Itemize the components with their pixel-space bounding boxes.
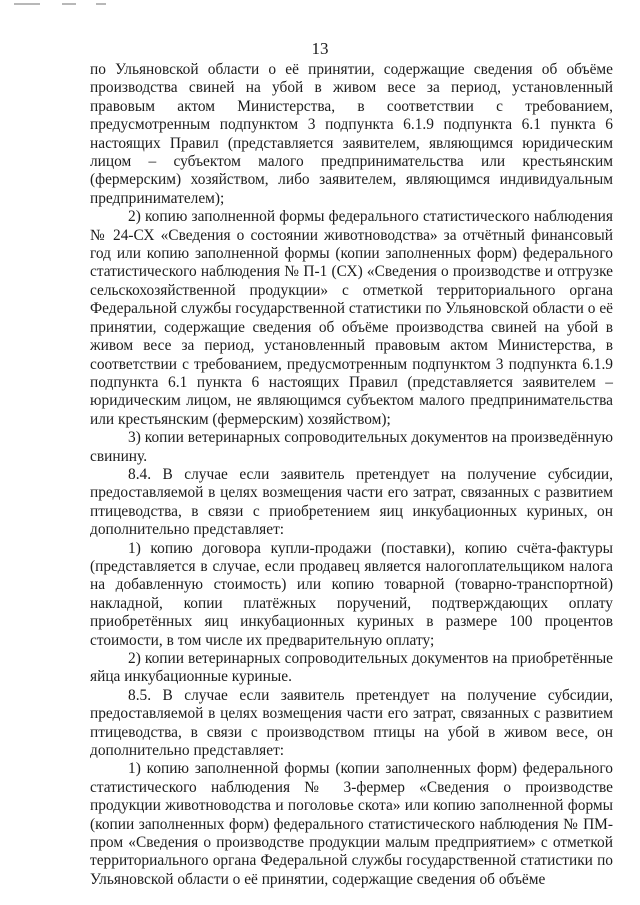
paragraph-8-5-item-1: 1) копию заполненной формы (копии заполненных форм) федерального статистического наблюдения № 3-фермер «Сведения о производстве продукции животноводства и поголовье скота» или копию заполненной формы (копии заполненных форм) федерального статистического наблюдения № ПМ-пром «Сведения о производстве продукции малым предприятием» с отметкой территориального органа Федеральной службы государственной статистики по Ульяновской области о её принятии, содержащие сведения об объёме <box>90 760 613 888</box>
paragraph-item-3: 3) копии ветеринарных сопроводительных документов на произведённую свинину. <box>90 429 613 465</box>
page-number: 13 <box>311 39 329 58</box>
paragraph-section-8-4: 8.4. В случае если заявитель претендует на получение субсидии, предоставляемой в целях возмещения части его затрат, связанных с развитием птицеводства, в связи с приобретением яиц инкубационных куриных, он дополнительно представляет: <box>90 465 613 539</box>
scan-artifact <box>14 3 40 5</box>
paragraph-continuation: по Ульяновской области о её принятии, содержащие сведения об объёме производства свиней на убой в живом весе за период, установленный правовым актом Министерства, в соответствии с требованием, предусмотренным подпунктом 3 подпункта 6.1.9 подпункта 6.1 пункта 6 настоящих Правил (представляется заявителем, являющимся юридическим лицом – субъектом малого предпринимательства или крестьянским (фермерским) хозяйством, либо заявителем, являющимся индивидуальным предпринимателем); <box>90 61 613 207</box>
scan-artifact <box>62 3 76 5</box>
scan-artifact <box>96 3 106 5</box>
paragraph-8-4-item-2: 2) копии ветеринарных сопроводительных документов на приобретённые яйца инкубационные куриные. <box>90 650 613 686</box>
paragraph-item-2: 2) копию заполненной формы федерального статистического наблюдения № 24-СХ «Сведения о состоянии животноводства» за отчётный финансовый год или копию заполненной формы (копии заполненных форм) федерального статистического наблюдения № П-1 (СХ) «Сведения о производстве и отгрузке сельскохозяйственной продукции» с отметкой территориального органа Федеральной службы государственной статистики по Ульяновской области о её принятии, содержащие сведения об объёме производства свиней на убой в живом весе за период, установленный правовым актом Министерства, в соответствии с требованием, предусмотренным подпунктом 3 подпункта 6.1.9 подпункта 6.1 пункта 6 настоящих Правил (представляется заявителем – юридическим лицом, не являющимся субъектом малого предпринимательства или крестьянским (фермерским) хозяйством); <box>90 208 613 428</box>
document-body <box>90 61 613 889</box>
paragraph-section-8-5: 8.5. В случае если заявитель претендует на получение субсидии, предоставляемой в целях возмещения части его затрат, связанных с развитием птицеводства, в связи с производством птицы на убой в живом весе, он дополнительно представляет: <box>90 686 613 760</box>
paragraph-8-4-item-1: 1) копию договора купли-продажи (поставки), копию счёта-фактуры (представляется в случае, если продавец является налогоплательщиком налога на добавленную стоимость) или копию товарной (товарно-транспортной) накладной, копии платёжных поручений, подтверждающих оплату приобретённых яиц инкубационных куриных в размере 100 процентов стоимости, в том числе их предварительную оплату; <box>90 539 613 649</box>
